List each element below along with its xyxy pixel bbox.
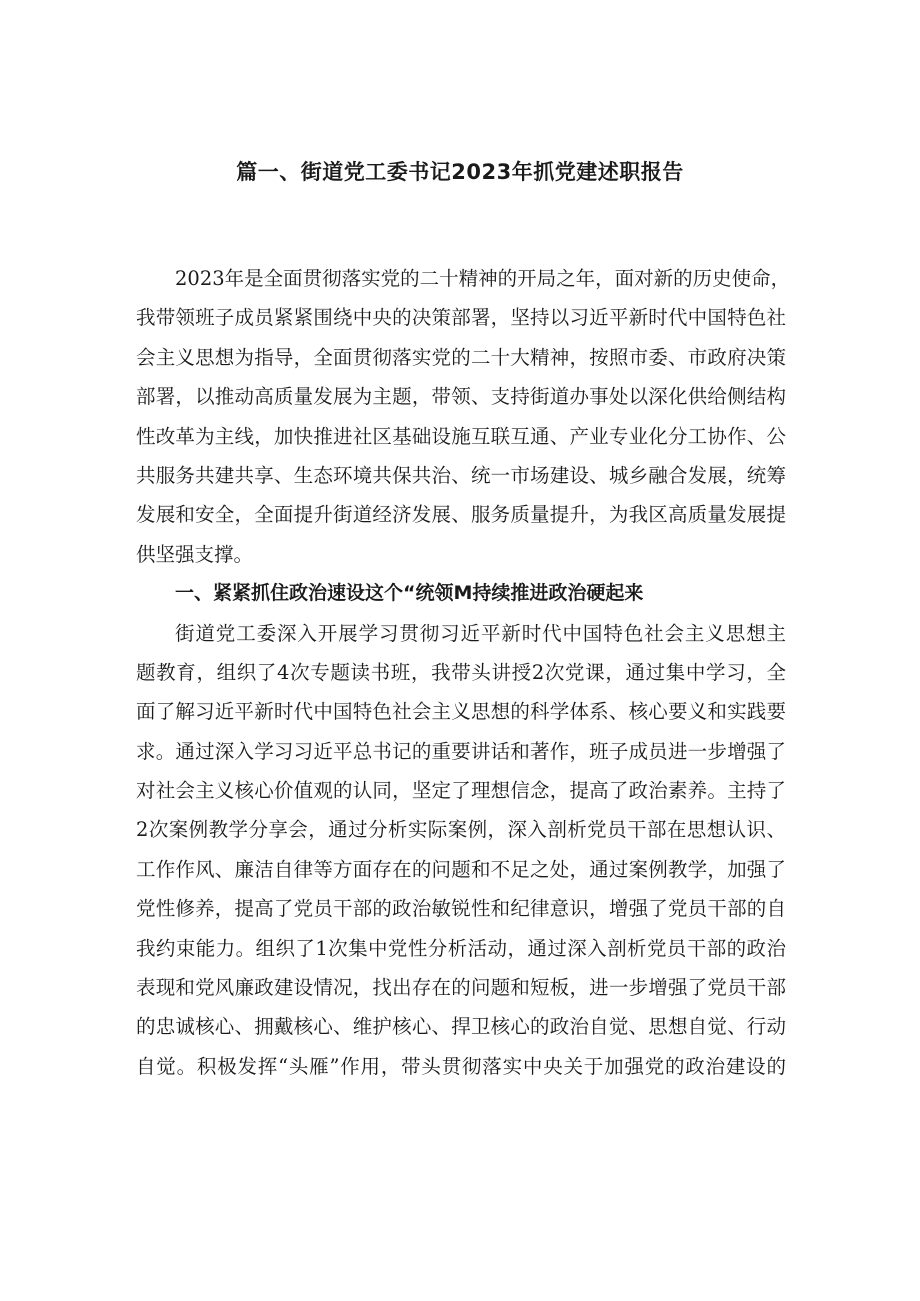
paragraph-section1 bbox=[136, 614, 786, 1087]
text-line: 自觉。积极发挥“头雁”作用，带头贯彻落实中央关于加强党的政治建设的 bbox=[136, 1054, 786, 1078]
text-line: 题教育，组织了4次专题读书班，我带头讲授2次党课，通过集中学习，全 bbox=[136, 660, 786, 684]
text-line: 的忠诚核心、拥戴核心、维护核心、捍卫核心的政治自觉、思想自觉、行动 bbox=[136, 1015, 786, 1039]
document-title: 篇一、街道党工委书记2023年抓党建述职报告 bbox=[236, 160, 684, 184]
text-line: 街道党工委深入开展学习贯彻习近平新时代中国特色社会主义思想主 bbox=[175, 621, 786, 645]
section-heading: 一、紧紧抓住政治速设这个“统领M持续推进政治硬起来 bbox=[175, 582, 644, 605]
text-line: 2023年是全面贯彻落实党的二十精神的开局之年，面对新的历史使命， bbox=[175, 267, 791, 290]
text-line: 性改革为主线，加快推进社区基础设施互联互通、产业专业化分工协作、公 bbox=[136, 424, 786, 448]
text-line: 发展和安全，全面提升街道经济发展、服务质量提升，为我区高质量发展提 bbox=[136, 503, 786, 527]
text-line: 供坚强支撑。 bbox=[136, 542, 254, 566]
text-line: 工作作风、廉洁自律等方面存在的问题和不足之处，通过案例教学，加强了 bbox=[136, 857, 786, 881]
text-line: 2次案例教学分享会，通过分析实际案例，深入剖析党员干部在思想认识、 bbox=[136, 818, 786, 842]
text-line: 我约束能力。组织了1次集中党性分析活动，通过深入剖析党员干部的政治 bbox=[136, 936, 786, 960]
text-line: 会主义思想为指导，全面贯彻落实党的二十大精神，按照市委、市政府决策 bbox=[136, 345, 786, 369]
paragraph-intro bbox=[136, 259, 791, 574]
text-line: 对社会主义核心价值观的认同，坚定了理想信念，提高了政治素养。主持了 bbox=[136, 779, 786, 803]
text-line: 表现和党风廉政建设情况，找出存在的问题和短板，进一步增强了党员干部 bbox=[136, 976, 786, 1000]
text-line: 我带领班子成员紧紧围绕中央的决策部署，坚持以习近平新时代中国特色社 bbox=[136, 306, 786, 330]
text-line: 党性修养，提高了党员干部的政治敏锐性和纪律意识，增强了党员干部的自 bbox=[136, 897, 786, 921]
text-line: 求。通过深入学习习近平总书记的重要讲话和著作，班子成员进一步增强了 bbox=[136, 739, 786, 763]
document-body bbox=[136, 259, 791, 1086]
text-line: 部署，以推动高质量发展为主题，带领、支持街道办事处以深化供给侧结构 bbox=[136, 385, 786, 409]
text-line: 面了解习近平新时代中国特色社会主义思想的科学体系、核心要义和实践要 bbox=[136, 700, 786, 724]
text-line: 共服务共建共享、生态环境共保共治、统一市场建设、城乡融合发展，统筹 bbox=[136, 463, 786, 487]
